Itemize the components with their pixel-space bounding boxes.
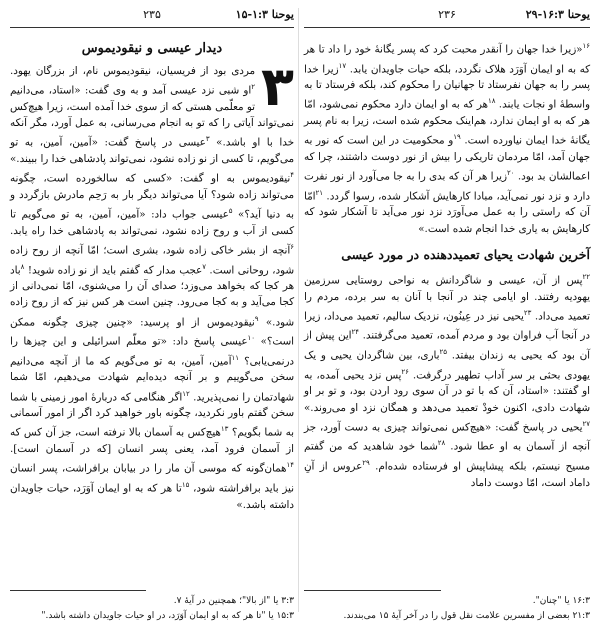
section-heading: دیدار عیسی و نیقودیموس	[81, 41, 223, 56]
footnotes	[304, 595, 590, 625]
scripture-text: مردی بود از فریسیان، نیقودیموس نام، از بزرگان یهود. $^۲$او شبی نزد عیسی آمد و به وی گفت: «استاد، می‌دانیم تو معلّمی هستی که از سوی خدا آمده است، زیرا هیچ‌کس نمی‌تواند آیاتی را که تو به انجام می‌رسانی، به عمل آورد، مگر آنکه خدا با او باشد.» $^۳$عیسی در پاسخ گفت: «آمین، آمین، به تو می‌گویم، تا کسی از نو زاده نشود، نمی‌تواند پادشاهی خدا را ببیند.» $^۴$نیقودیموس به او گفت: «کسی که سالخورده است، چگونه می‌تواند زاده شود؟ آیا می‌تواند دیگر بار به رَحِم مادرش بازگردد و به دنیا آید؟» $^۵$عیسی جواب داد: «آمین، آمین، به تو می‌گویم تا کسی از آب و روح زاده نشود، نمی‌تواند به پادشاهی خدا راه یابد. $^۶$آنچه از بشر خاکی زاده شود، بشری است؛ امّا آنچه از روح زاده شود، روحانی است. $^۷$عجب مدار که گفتم باید از نو زاده شوید! $^۸$باد هر کجا که بخواهد می‌وزد؛ صدای آن را می‌شنوی، امّا نمی‌دانی از کجا می‌آید و به کجا می‌رود. چنین است هر کس نیز که از روح زاده شود.» $^۹$نیقودیموس از او پرسید: «چنین چیزی چگونه ممکن است؟» $^{۱۰}$عیسی پاسخ داد: «تو معلّم اسرائیلی و این چیزها را درنمی‌یابی؟ $^{۱۱}$آمین، آمین، به تو می‌گویم که ما از آنچه می‌دانیم سخن می‌گوییم و بر آنچه دیده‌ایم شهادت می‌دهیم، امّا شما شهادتمان را نمی‌پذیرید. $^{۱۲}$اگر هنگامی که دربارهٔ امور زمینی با شما سخن گفتم باور نکردید، چگونه باور خواهید کرد اگر از امور آسمانی به شما بگویم؟ $^{۱۳}$هیچ‌کس به آسمان بالا نرفته است، جز آن کس که از آسمان فرود آمد، یعنی پسر انسان [که در آسمان است]. $^{۱۴}$همان‌گونه که موسی آن مار را در بیابان برافراشت، پسر انسان نیز باید برافراشته شود، $^{۱۵}$تا هر که به او ایمان آوَرَد، حیات جاویدان داشته باشد.»	[10, 65, 295, 511]
section-heading: آخرین شهادت یحیای تعمیددهنده در مورد عیسی	[341, 246, 590, 262]
page-body	[304, 38, 590, 491]
verse-number: ۲۷	[582, 419, 590, 428]
verse-number: ۱۸	[487, 97, 496, 106]
verse-number: ۱۹	[453, 133, 461, 142]
footnote: ۳:۳ یا "از بالا"؛ همچنین در آیهٔ ۷.	[173, 596, 294, 606]
footnotes	[10, 595, 294, 625]
verse-number: ۱۶	[582, 42, 590, 50]
verse-number: ۱۳	[220, 425, 229, 434]
verse-number: ۲۳	[523, 308, 532, 317]
verse-number: ۱۵	[181, 480, 190, 489]
verse-number: ۲۵	[439, 348, 447, 357]
footnote: ۱۶:۳ یا "چنان".	[532, 596, 590, 606]
left-page	[10, 0, 294, 626]
verse-number: ۲۹	[362, 458, 370, 467]
verse-number: ۱۴	[286, 461, 294, 470]
header-rule	[10, 27, 294, 28]
footnote-rule	[10, 590, 146, 591]
verse-number: ۲	[251, 83, 256, 92]
page-number: ۲۳۶	[438, 8, 456, 21]
right-page	[304, 0, 590, 626]
verse-number: ۱۲	[182, 389, 190, 398]
header-rule	[304, 27, 590, 28]
running-header	[10, 8, 294, 26]
verse-number: ۱۷	[338, 61, 347, 70]
chapter-drop-cap: ۳	[261, 55, 294, 119]
page-number: ۲۳۵	[143, 8, 161, 21]
scripture-text: $^{۱۶}$«زیرا خدا جهان را آنقدر محبت کرد که پسر یگانهٔ خود را داد تا هر که به او ایمان آوَرَد هلاک نگردد، بلکه حیات جاویدان یابد. $^{۱۷}$زیرا خدا پسر را به جهان نفرستاد تا جهانیان را محکوم کند، بلکه فرستاد تا به واسطهٔ او نجات یابند. $^{۱۸}$هر که به او ایمان دارد محکوم نمی‌شود، امّا هر که به او ایمان ندارد، هم‌اینک محکوم شده است، زیرا به نام پسر یگانهٔ خدا ایمان نیاورده است. $^{۱۹}$و محکومیت در این است که نور به جهان آمد، امّا مردمان تاریکی را بیش از نور دوست داشتند، چرا که اعمالشان بد بود. $^{۲۰}$زیرا هر آن که بدی را به جا می‌آورد از نور نفرت دارد و نزد نور نمی‌آید، مبادا کارهایش آشکار شده، رسوا گردد. $^{۲۱}$امّا آن که راستی را به عمل می‌آورَد نزد نور می‌آید تا آشکار شود که کارهایش به یاری خدا انجام شده است.»	[304, 42, 591, 235]
verse-number: ۲۶	[401, 367, 409, 376]
running-header	[304, 8, 590, 26]
book-reference: یوحنا ۱:۳-۱۵	[235, 8, 294, 21]
verse-number: ۸	[20, 262, 25, 271]
page-body	[10, 38, 294, 513]
verse-number: ۱۱	[231, 353, 239, 362]
footnote-rule	[304, 590, 441, 591]
verse-number: ۶	[290, 242, 294, 251]
footnote: ۲۱:۳ بعضی از مفسرین علامت نقل قول را در آخر آیهٔ ۱۵ می‌بندند.	[343, 611, 590, 621]
gutter-divider	[298, 8, 299, 612]
verse-number: ۷	[202, 262, 206, 271]
verse-number: ۲۸	[437, 439, 446, 448]
verse-number: ۲۱	[315, 188, 324, 197]
verse-number: ۳	[205, 135, 210, 144]
verse-number: ۴	[290, 171, 294, 180]
verse-number: ۲۴	[351, 328, 360, 337]
verse-number: ۹	[254, 314, 259, 323]
book-reference: یوحنا ۱۶:۳-۲۹	[525, 8, 590, 21]
verse-number: ۲۰	[507, 169, 515, 178]
scripture-text: $^{۲۲}$پس از آن، عیسی و شاگردانش به نواحی روستایی سرزمین یهودیه رفتند. او ایامی چند در آنجا با آنان به سر برده، مردم را تعمید می‌داد. $^{۲۳}$یحیی نیز در عِینُون، نزدیک سالیم، تعمید می‌داد، زیرا در آنجا آب فراوان بود و مردم آمده، تعمید می‌گرفتند. $^{۲۴}$این پیش از آن بود که یحیی به زندان بیفتد. $^{۲۵}$باری، بین شاگردان یحیی و یک یهودی بحثی بر سر آداب تطهیر درگرفت. $^{۲۶}$پس نزد یحیی آمده، به او گفتند: «استاد، آن که با تو در آن سوی رود اردن بود، و تو بر او شهادت دادی، اکنون خودْ تعمید می‌دهد و همگان نزد او می‌روند.» $^{۲۷}$یحیی در پاسخ گفت: «هیچ‌کس نمی‌تواند چیزی به دست آورد، جز آنچه از آسمان به او عطا شود. $^{۲۸}$شما خود شاهدید که من گفتم مسیح نیستم، بلکه پیشاپیش او فرستاده شده‌ام. $^{۲۹}$عروس از آنِ داماد است، امّا دوست داماد	[304, 272, 591, 489]
verse-number: ۱۰	[247, 334, 256, 343]
footnote: ۱۵:۳ یا "تا هر که به او ایمان آوَرَد، در او حیات جاویدان داشته باشد."	[41, 611, 294, 621]
verse-number: ۲۲	[582, 272, 590, 281]
verse-number: ۵	[228, 207, 233, 216]
